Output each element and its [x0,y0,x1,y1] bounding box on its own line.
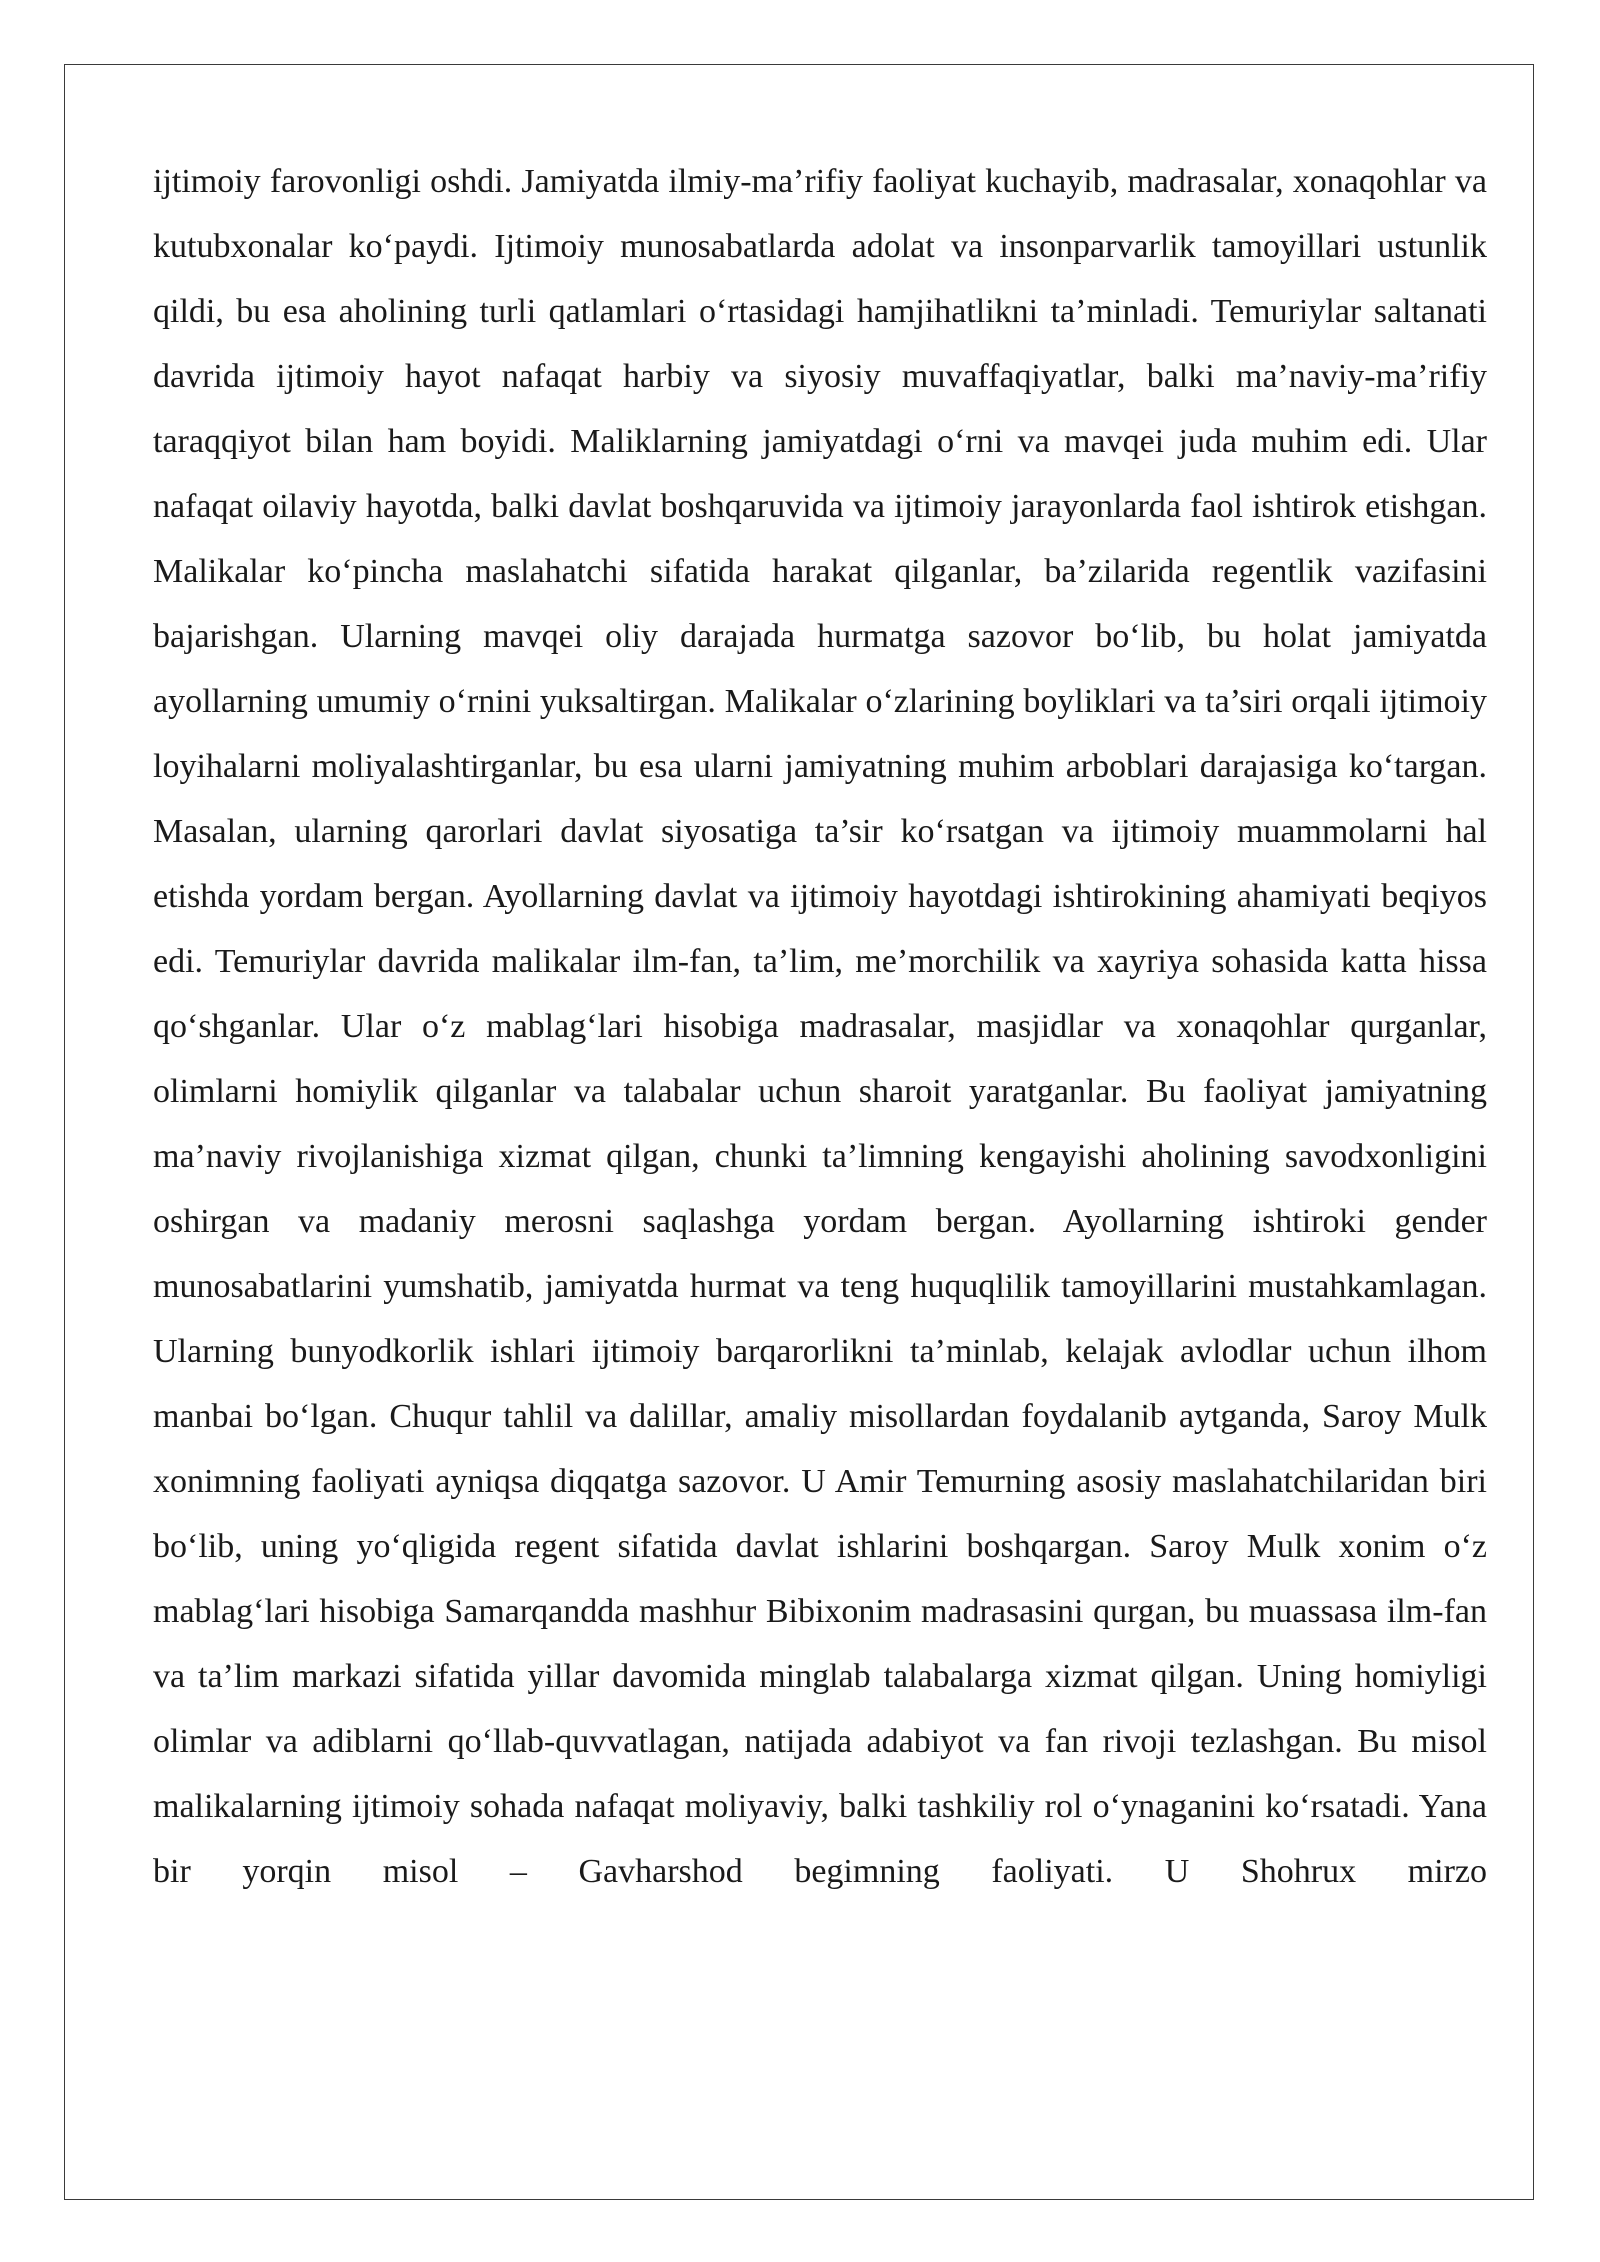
body-paragraph: ijtimoiy farovonligi oshdi. Jamiyatda ilmiy-ma’rifiy faoliyat kuchayib, madrasalar, xonaqohlar va kutubxonalar ko‘paydi. Ijtimoiy munosabatlarda adolat va insonparvarlik tamoyillari ustunlik qildi, bu esa aholining turli qatlamlari o‘rtasidagi hamjihatlikni ta’minladi. Temuriylar saltanati davrida ijtimoiy hayot nafaqat harbiy va siyosiy muvaffaqiyatlar, balki ma’naviy-ma’rifiy taraqqiyot bilan ham boyidi. Maliklarning jamiyatdagi o‘rni va mavqei juda muhim edi. Ular nafaqat oilaviy hayotda, balki davlat boshqaruvida va ijtimoiy jarayonlarda faol ishtirok etishgan. Malikalar ko‘pincha maslahatchi sifatida harakat qilganlar, ba’zilarida regentlik vazifasini bajarishgan. Ularning mavqei oliy darajada hurmatga sazovor bo‘lib, bu holat jamiyatda ayollarning umumiy o‘rnini yuksaltirgan. Malikalar o‘zlarining boyliklari va ta’siri orqali ijtimoiy loyihalarni moliyalashtirganlar, bu esa ularni jamiyatning muhim arboblari darajasiga ko‘targan. Masalan, ularning qarorlari davlat siyosatiga ta’sir ko‘rsatgan va ijtimoiy muammolarni hal etishda yordam bergan. Ayollarning davlat va ijtimoiy hayotdagi ishtirokining ahamiyati beqiyos edi. Temuriylar davrida malikalar ilm-fan, ta’lim, me’morchilik va xayriya sohasida katta hissa qo‘shganlar. Ular o‘z mablag‘lari hisobiga madrasalar, masjidlar va xonaqohlar qurganlar, olimlarni homiylik qilganlar va talabalar uchun sharoit yaratganlar. Bu faoliyat jamiyatning ma’naviy rivojlanishiga xizmat qilgan, chunki ta’limning kengayishi aholining savodxonligini oshirgan va madaniy merosni saqlashga yordam bergan. Ayollarning ishtiroki gender munosabatlarini yumshatib, jamiyatda hurmat va teng huquqlilik tamoyillarini mustahkamlagan. Ularning bunyodkorlik ishlari ijtimoiy barqarorlikni ta’minlab, kelajak avlodlar uchun ilhom manbai bo‘lgan. Chuqur tahlil va dalillar, amaliy misollardan foydalanib aytganda, Saroy Mulk xonimning faoliyati ayniqsa diqqatga sazovor. U Amir Temurning asosiy maslahatchilaridan biri bo‘lib, uning yo‘qligida regent sifatida davlat ishlarini boshqargan. Saroy Mulk xonim o‘z mablag‘lari hisobiga Samarqandda mashhur Bibixonim madrasasini qurgan, bu muassasa ilm-fan va ta’lim markazi sifatida yillar davomida minglab talabalarga xizmat qilgan. Uning homiyligi olimlar va adiblarni qo‘llab-quvvatlagan, natijada adabiyot va fan rivoji tezlashgan. Bu misol malikalarning ijtimoiy sohada nafaqat moliyaviy, balki tashkiliy rol o‘ynaganini ko‘rsatadi. Yana bir yorqin misol – Gavharshod begimning faoliyati. U Shohrux mirzo [153,163,1487,1890]
